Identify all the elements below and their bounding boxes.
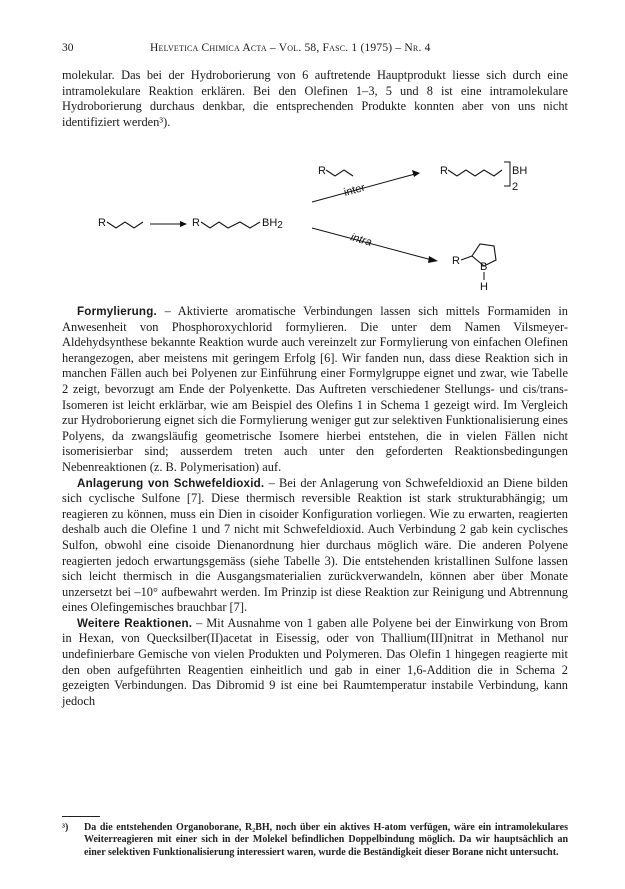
scheme-label-inter: inter (342, 181, 367, 199)
footnote-text: Da die entstehenden Organoborane, R₂BH, noch über ein aktives H-atom verfügen, wäre ein intramolekulares Weiterreagieren mit einer sich in der Molekel befindlichen Doppelbindung möglich. Da wir hauptsächlich an einer selektiven Funktionalisierung interessiert waren, wurde die Beständigkeit dieser Borane nicht untersucht. (84, 822, 568, 858)
scheme-arrowhead-intra (428, 256, 438, 263)
scheme-r2: R (192, 217, 200, 229)
scheme-intermediate-chain (201, 222, 260, 228)
scheme-r1: R (98, 217, 106, 229)
section-text: – Bei der Anlagerung von Schwefeldioxid an Diene bilden sich cyclische Sulfone [7]. Diese thermisch reversible Reaktion ist stark strukturabhängig; um reagieren zu können, muss ein Dien in cisoider Konfiguration vorliegen. Wie zu erwarten, reagierten deshalb auch die Olefine 1 und 7 nicht mit Schwefeldioxid. Auch Verbindung 2 gab kein cyclisches Sulfon, obwohl eine cisoide Dienanordnung hier durchaus möglich wäre. Die anderen Polyene reagierten jedoch erwartungsgemäss (siehe Tabelle 3). Die entstehenden kristallinen Sulfone lassen sich leicht thermisch in die Ausgangsmaterialien zurückverwandeln, können aber über Monate unzersetzt bei –10° aufbewahrt werden. Im Prinzip ist diese Reaktion zur Reinigung und Abtrennung eines Olefingemisches brauchbar [7]. (62, 475, 568, 615)
scheme-r5: R (452, 255, 460, 267)
page-header (62, 42, 562, 58)
section-heading: Anlagerung von Schwefeldioxid. (77, 476, 265, 490)
scheme-bracket (504, 162, 510, 186)
page-number: 30 (62, 42, 74, 54)
scheme-arrow-intra (312, 228, 432, 260)
section-text: – Aktivierte aromatische Verbindungen lassen sich mittels Formamiden in Anwesenheit von Phosphoroxychlorid formylieren. Die unter dem Namen Vilsmeyer-Aldehydsynthese bekannte Reaktion wurde auch vereinzelt zur Formylierung von einfachen Olefinen herangezogen, aber meistens mit geringem Erfolg [6]. Wir fanden nun, dass diese Reaktion sich in manchen Fällen auch bei Polyenen zur Einführung einer Formylgruppe eignet und zwar, wie Tabelle 2 zeigt, bevorzugt am Ende der Polyenkette. Das Auftreten verschiedener Stellungs- und cis/trans-Isomeren ist leicht erklärbar, wie am Beispiel des Olefins 1 in Schema 1 gezeigt wird. Im Vergleich zur Hydroborierung eignet sich die Formylierung weniger gut zur selektiven Funktionalisierung eines Polyens, da zwangsläufig geometrische Isomere hierbei entstehen, die in vielen Fällen nicht isomerisierbar sind; ausserdem treten auch unter den geforderten Reaktionsbedingungen Nebenreaktionen (z. B. Polymerisation) auf. (62, 304, 568, 474)
section-formylierung (62, 304, 568, 476)
scheme-arrowhead-inter (412, 170, 420, 177)
footnote (62, 822, 568, 859)
scheme-polyene-chain (107, 222, 143, 228)
scheme-ring-h: H (480, 281, 488, 293)
scheme-r4: R (440, 165, 448, 177)
scheme-bh-right-sub: 2 (512, 181, 519, 193)
scheme-arrowhead-1 (180, 221, 187, 227)
section-heading: Weitere Reaktionen. (77, 616, 193, 630)
scheme-r3: R (318, 165, 326, 177)
intro-paragraph-block (62, 68, 568, 130)
main-body (62, 304, 568, 709)
scheme-ring-b: B (480, 261, 488, 273)
scheme-label-intra: intra (349, 231, 374, 249)
scheme-inter-product-chain-1 (326, 170, 353, 176)
footnote-mark: ³) (62, 822, 69, 833)
section-heading: Formylierung. (77, 305, 157, 318)
section-schwefeldioxid (62, 476, 568, 616)
section-weitere-reaktionen (62, 616, 568, 710)
scheme-ring-bond (461, 256, 472, 260)
scheme-inter-product-chain-2 (448, 170, 502, 176)
scheme-bh-right: BH (512, 165, 528, 177)
reaction-scheme (80, 160, 560, 300)
scheme-bh2: BH2 (262, 217, 283, 231)
intro-paragraph: molekular. Das bei der Hydroborierung von 6 auftretende Hauptprodukt liesse sich durch eine intramolekulare Reaktion erklären. Bei den Olefinen 1–3, 5 und 8 ist eine intramolekulare Hydroborierung durchaus denkbar, die entsprechenden Produkte konnten aber von uns nicht identifiziert werden³). (62, 68, 568, 129)
section-text: – Mit Ausnahme von 1 gaben alle Polyene bei der Einwirkung von Brom in Hexan, von Quecksilber(II)acetat in Eisessig, oder von Thallium(III)nitrat in Methanol nur undefinierbare Gemische von vielen Produkten und Polymeren. Das Olefin 1 hingegen reagierte mit den oben aufgeführten Reagentien einheitlich und gab in einer 1,6-Addition die in Schema 2 gezeigten Verbindungen. Das Dibromid 9 ist eine bei Raumtemperatur instabile Verbindung, kann jedoch (62, 615, 569, 708)
footnote-rule (62, 816, 100, 817)
running-title: Helvetica Chimica Acta – Vol. 58, Fasc. 1 (1975) – Nr. 4 (150, 42, 431, 54)
